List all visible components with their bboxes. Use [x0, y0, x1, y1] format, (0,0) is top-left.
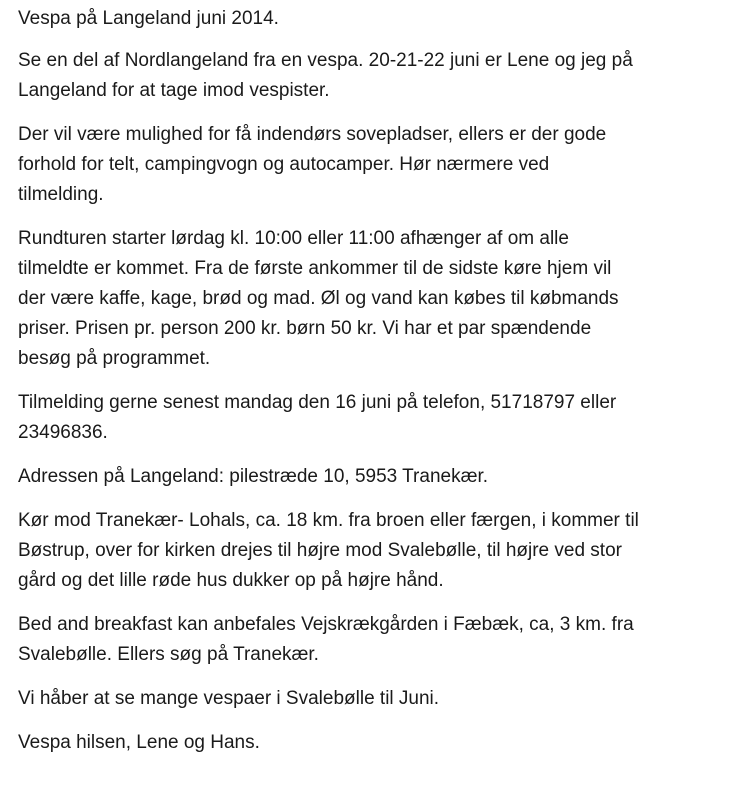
paragraph-line: Langeland for at tage imod vespister.: [18, 80, 330, 101]
paragraph-directions: [18, 506, 723, 596]
paragraph-line: Bøstrup, over for kirken drejes til højre mod Svalebølle, til højre ved stor: [18, 540, 622, 561]
paragraph-address: [18, 462, 723, 492]
paragraph-intro: [18, 46, 723, 106]
paragraph-registration: [18, 388, 723, 448]
paragraph-line: 23496836.: [18, 422, 108, 443]
paragraph-hope: [18, 684, 723, 714]
paragraph-line: tilmeldte er kommet. Fra de første ankommer til de sidste køre hjem vil: [18, 258, 612, 279]
paragraph-line: Adressen på Langeland: pilestræde 10, 5953 Tranekær.: [18, 466, 489, 487]
paragraph-line: Tilmelding gerne senest mandag den 16 juni på telefon, 51718797 eller: [18, 392, 617, 413]
paragraph-line: tilmelding.: [18, 184, 104, 205]
paragraph-line: Bed and breakfast kan anbefales Vejskrækgården i Fæbæk, ca, 3 km. fra: [18, 614, 634, 635]
paragraph-signature: [18, 728, 723, 758]
paragraph-line: Vi håber at se mange vespaer i Svalebølle til Juni.: [18, 688, 440, 709]
title-line: Vespa på Langeland juni 2014.: [18, 8, 279, 29]
paragraph-line: der være kaffe, kage, brød og mad. Øl og vand kan købes til købmands: [18, 288, 619, 309]
paragraph-line: gård og det lille røde hus dukker op på højre hånd.: [18, 570, 444, 591]
document-title: [18, 4, 723, 34]
paragraph-line: Se en del af Nordlangeland fra en vespa. 20-21-22 juni er Lene og jeg på: [18, 50, 633, 71]
paragraph-line: besøg på programmet.: [18, 348, 211, 369]
paragraph-line: Svalebølle. Ellers søg på Tranekær.: [18, 644, 319, 665]
paragraph-line: Kør mod Tranekær- Lohals, ca. 18 km. fra broen eller færgen, i kommer til: [18, 510, 639, 531]
paragraph-line: Vespa hilsen, Lene og Hans.: [18, 732, 260, 753]
paragraph-line: forhold for telt, campingvogn og autocamper. Hør nærmere ved: [18, 154, 550, 175]
paragraph-line: Der vil være mulighed for få indendørs sovepladser, ellers er der gode: [18, 124, 607, 145]
document-page: [18, 4, 723, 772]
paragraph-line: priser. Prisen pr. person 200 kr. børn 50 kr. Vi har et par spændende: [18, 318, 592, 339]
paragraph-tour: [18, 224, 723, 374]
paragraph-line: Rundturen starter lørdag kl. 10:00 eller 11:00 afhænger af om alle: [18, 228, 569, 249]
paragraph-bed-and-breakfast: [18, 610, 723, 670]
paragraph-accommodation: [18, 120, 723, 210]
